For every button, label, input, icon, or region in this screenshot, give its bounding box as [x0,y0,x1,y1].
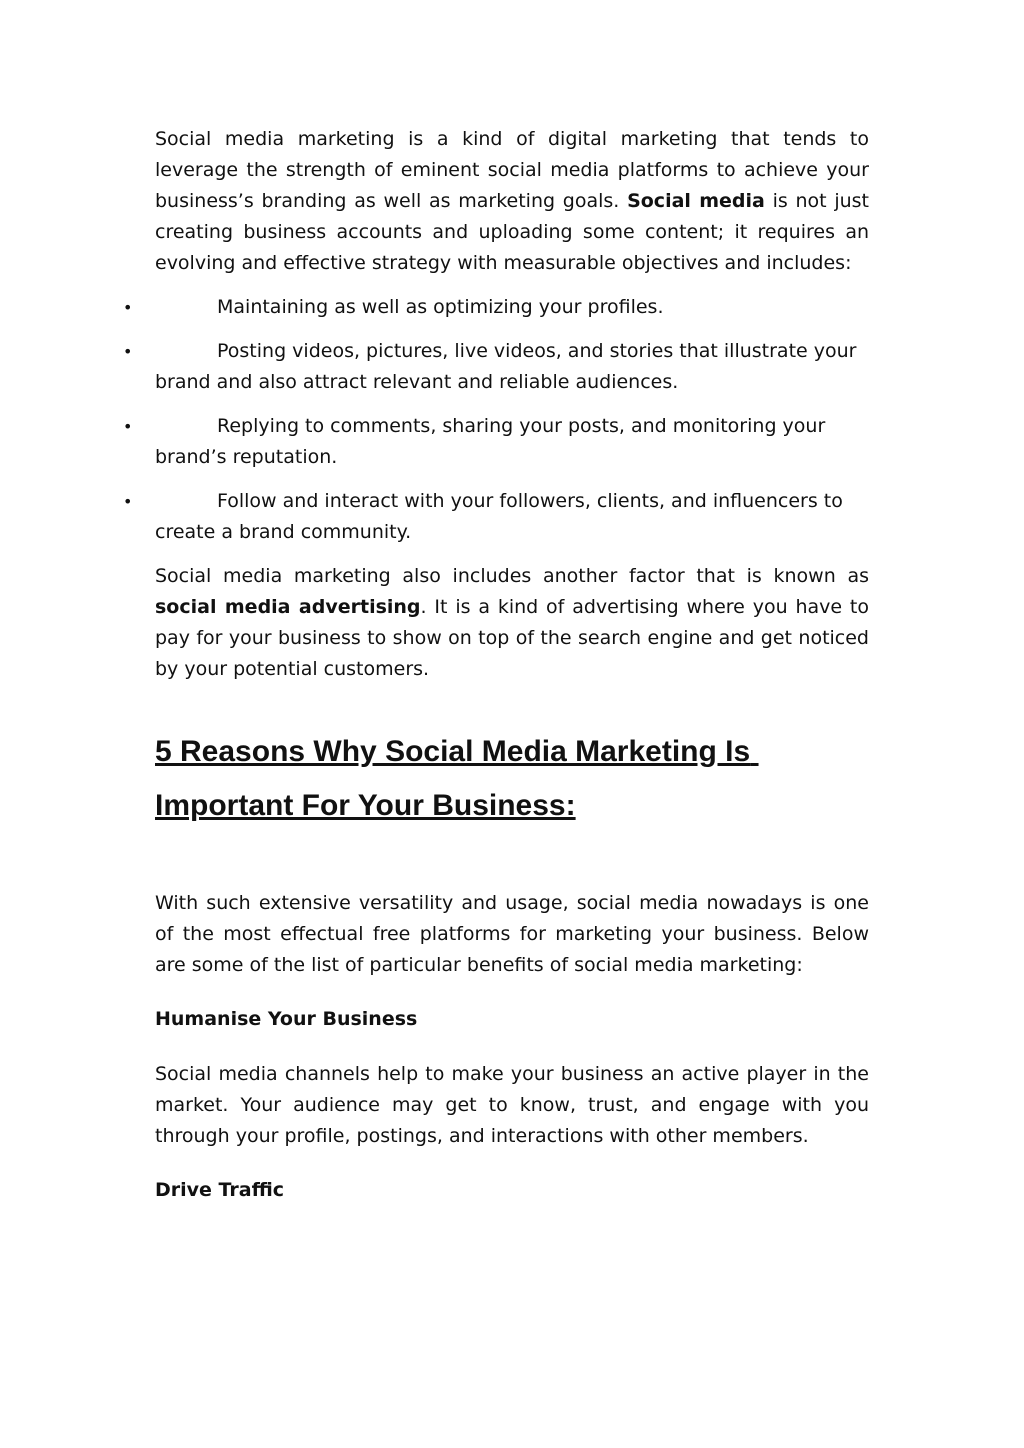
subheading-drive-traffic: Drive Traffic [155,1179,285,1201]
list-item [123,411,869,473]
benefits-intro-paragraph: With such extensive versatility and usage, social media nowadays is one of the most effectual free platforms for marketing your business. Below are some of the list of particular benefits of social media marketing: [155,892,869,976]
advertising-bold-term: social media advertising [155,596,421,618]
subheading-humanise: Humanise Your Business [155,1008,418,1030]
heading-line-2: Important For Your Business: [155,789,576,822]
includes-list [123,292,869,548]
bullet-icon: • [123,492,133,511]
list-item [123,336,869,398]
document-page [123,124,869,1206]
section-heading [155,725,869,833]
intro-text-1: Social media marketing is a kind of digital marketing that tends to leverage the strength of eminent social media platforms to achieve your business’s branding as well as marketing goals. [155,128,869,212]
bullet-icon: • [123,298,133,317]
list-item-text: Follow and interact with your followers, clients, and influencers to create a brand community. [155,490,843,543]
intro-bold-term: Social media [627,190,765,212]
advertising-text-2: . It is a kind of advertising where you have to pay for your business to show on top of the search engine and get noticed by your potential customers. [155,596,869,680]
list-item-text: Posting videos, pictures, live videos, and stories that illustrate your brand and also attract relevant and reliable audiences. [155,340,857,393]
advertising-paragraph [155,561,869,685]
list-item [123,292,869,323]
bullet-icon: • [123,342,133,361]
humanise-paragraph: Social media channels help to make your business an active player in the market. Your audience may get to know, trust, and engage with you through your profile, postings, and interactions with other members. [155,1063,869,1147]
bullet-icon: • [123,417,133,436]
list-item-text: Maintaining as well as optimizing your profiles. [217,296,664,318]
intro-text-2: is not just creating business accounts and uploading some content; it requires an evolving and effective strategy with measurable objectives and includes: [155,190,869,274]
list-item [123,486,869,548]
list-item-text: Replying to comments, sharing your posts, and monitoring your brand’s reputation. [155,415,826,468]
heading-line-1: 5 Reasons Why Social Media Marketing Is [155,735,751,768]
advertising-text-1: Social media marketing also includes another factor that is known as [155,565,869,587]
intro-paragraph [155,124,869,279]
